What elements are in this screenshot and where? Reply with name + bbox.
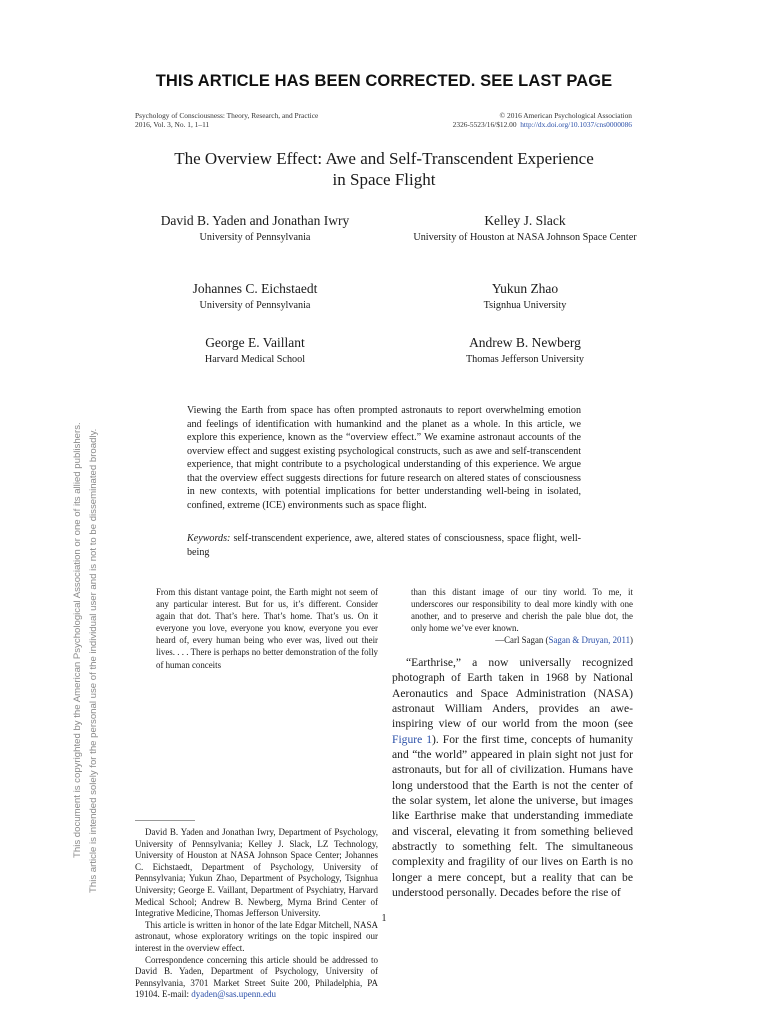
copyright-notice: This document is copyrighted by the American Psychological Association or one of its allied publishers. bbox=[72, 422, 83, 858]
epigraph-text: than this distant image of our tiny world. To me, it underscores our responsibility to deal more kindly with one another, and to preserve and cherish the pale blue dot, the only home we’ve ever known. bbox=[411, 587, 633, 634]
author-name: David B. Yaden and Jonathan Iwry bbox=[160, 213, 350, 228]
title-line-1: The Overview Effect: Awe and Self-Transcendent Experience bbox=[174, 149, 594, 168]
author-name: Johannes C. Eichstaedt bbox=[192, 281, 318, 296]
doi-link[interactable]: http://dx.doi.org/10.1037/cns0000086 bbox=[520, 120, 632, 129]
author-affiliation: Thomas Jefferson University bbox=[465, 354, 585, 365]
keywords-label: Keywords: bbox=[187, 533, 231, 544]
journal-info bbox=[135, 111, 318, 129]
body-text-end: ). For the first time, concepts of humanity and “the world” appeared in plain sight not just for astronauts, but for all of civilization. Humans have long understood that the Earth is not the center of the solar system, let alone the universe, but images like Earthrise make that understanding immediate and visceral, elevating it from something believed abstractly to something felt. The simultaneous complexity and fragility of our lives on Earth is no longer a mere concept, but a reality that can be understood personally. Decades before the rise of bbox=[392, 732, 633, 900]
author-block bbox=[140, 280, 370, 313]
epigraph-text: From this distant vantage point, the Earth might not seem of any particular interest. But for us, it’s different. Consider again that dot. That’s here. That’s home. That’s us. On it everyone you love, everyone you know, everyone you ever heard of, every human being who ever was, lived out their lives. . . . There is perhaps no better demonstration of the folly of human conceits bbox=[156, 587, 378, 670]
correspondence-text: Correspondence concerning this article should be addressed to David B. Yaden, Department of Psychology, University of Pennsylvania, 3701 Market Street Suite 200, Philadelphia, PA 19104. E-mail: bbox=[135, 954, 378, 1000]
author-affiliation: University of Houston at NASA Johnson Space Center bbox=[413, 232, 637, 243]
journal-copyright-info bbox=[453, 111, 632, 129]
keywords-list: self-transcendent experience, awe, altered states of consciousness, space flight, well-being bbox=[187, 533, 581, 558]
attribution-suffix: ) bbox=[630, 635, 633, 646]
article-title bbox=[120, 148, 648, 190]
epigraph-left bbox=[156, 586, 378, 671]
page-number: 1 bbox=[381, 913, 387, 924]
author-affiliation: Tsignhua University bbox=[483, 300, 567, 311]
usage-notice: This article is intended solely for the personal use of the individual user and is not to be disseminated broadly. bbox=[88, 428, 99, 893]
author-block bbox=[410, 280, 640, 313]
citation-link[interactable]: Sagan & Druyan, 2011 bbox=[548, 635, 631, 646]
body-paragraph bbox=[392, 655, 633, 901]
body-text-start: “Earthrise,” a now universally recognized photograph of Earth taken in 1968 by National Aeronautics and Space Administration (NASA) astronaut William Anders, provides an awe-inspiring view of our world from the moon (see bbox=[392, 656, 633, 731]
author-affiliation: University of Pennsylvania bbox=[199, 300, 311, 311]
author-name: Andrew B. Newberg bbox=[469, 335, 581, 350]
author-name: Kelley J. Slack bbox=[484, 213, 566, 228]
author-block bbox=[410, 212, 640, 245]
author-name: George E. Vaillant bbox=[205, 335, 305, 350]
body-column bbox=[392, 655, 633, 901]
author-block bbox=[410, 334, 640, 367]
epigraph-right bbox=[411, 586, 633, 646]
figure-link[interactable]: Figure 1 bbox=[392, 732, 433, 746]
author-block bbox=[140, 334, 370, 367]
epigraph-attribution bbox=[411, 634, 633, 646]
author-name: Yukun Zhao bbox=[491, 281, 559, 296]
attribution-prefix: —Carl Sagan ( bbox=[495, 635, 549, 646]
issn: 2326-5523/16/$12.00 bbox=[452, 120, 517, 129]
journal-name: Psychology of Consciousness: Theory, Research, and Practice bbox=[135, 111, 319, 120]
author-note-dedication: This article is written in honor of the late Edgar Mitchell, NASA astronaut, whose exploratory writings on the topic inspired our interest in the overview effect. bbox=[135, 919, 378, 953]
copyright-line: © 2016 American Psychological Association bbox=[499, 111, 632, 120]
title-line-2: in Space Flight bbox=[332, 170, 436, 189]
author-block bbox=[140, 212, 370, 245]
author-note-correspondence bbox=[135, 955, 378, 1001]
author-affiliation: University of Pennsylvania bbox=[199, 232, 311, 243]
correction-banner: THIS ARTICLE HAS BEEN CORRECTED. SEE LAST PAGE bbox=[155, 72, 613, 90]
issn-doi-line bbox=[453, 120, 632, 129]
author-affiliation: Harvard Medical School bbox=[204, 354, 306, 365]
email-link[interactable]: dyaden@sas.upenn.edu bbox=[191, 989, 277, 1000]
keywords bbox=[187, 532, 581, 559]
abstract: Viewing the Earth from space has often prompted astronauts to report overwhelming emotion and feelings of identification with humankind and the planet as a whole. In this article, we explore this experience, known as the “overview effect.” We examine astronaut accounts of the overview effect and suggest existing psychological constructs, such as awe and self-transcendent experience, that might contribute to a psychological understanding of this experience. We argue that the overview effect suggests directions for future research on altered states of consciousness in new contexts, with potential implications for better understanding well-being in isolated, confined, extreme (ICE) environments such as space flight. bbox=[187, 405, 581, 511]
journal-volume: 2016, Vol. 3, No. 1, 1–11 bbox=[135, 120, 210, 129]
author-note-affiliations: David B. Yaden and Jonathan Iwry, Department of Psychology, University of Pennsylvania; Kelley J. Slack, LZ Technology, University of Houston at NASA Johnson Space Center; Johannes C. Eichstaedt, Department of Psychology, University of Pennsylvania; Yukun Zhao, Department of Psychology, Tsignhua University; George E. Vaillant, Department of Psychiatry, Harvard Medical School; Andrew B. Newberg, Myrna Brind Center of Integrative Medicine, Thomas Jefferson University. bbox=[135, 827, 378, 919]
footnote-rule bbox=[135, 820, 195, 821]
